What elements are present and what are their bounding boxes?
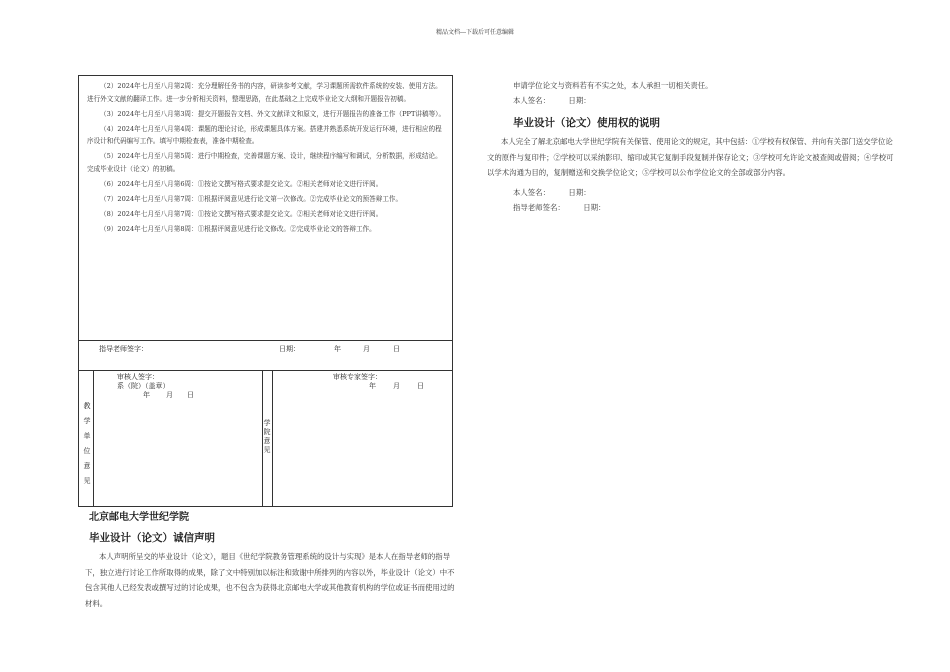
review-day: 日	[187, 391, 194, 399]
expert-day: 日	[417, 382, 424, 390]
integrity-declaration	[85, 510, 459, 612]
school-name: 北京邮电大学世纪学院	[89, 512, 189, 523]
page-header: 精品文档---下载后可任意编辑	[435, 29, 515, 36]
plan-item: （6）2024年七月至八月第6周：①按论文撰写格式要求提交论文。②相关老师对论文进行评阅。	[100, 179, 383, 188]
column-divider	[93, 371, 94, 507]
usage-rights-body: 本人完全了解北京邮电大学世纪学院有关保管、使用论文的规定，其中包括：①学校有权保管、并向有关部门送交学位论文的原件与复印件；②学校可以采纳影印、缩印或其它复制手段复制并保存论文；③学校可允许论文被查阅或借阅；④学校可以学术沟通为目的，复制赠送和交换学位论文；⑤学校可以公布学位论文的全部或部分内容。	[487, 137, 894, 178]
reviewer-sign-label: 审核人签字：	[117, 373, 159, 381]
expert-sign-label: 审核专家签字：	[333, 373, 382, 381]
plan-item: （8）2024年七月至八月第7周：①按论文撰写格式要求提交论文。②相关老师对论文进行评阅。	[100, 209, 383, 218]
plan-item: （7）2024年七月至八月第7周：①根据评阅意见进行论文第一次修改。②完成毕业论文的预答辩工作。	[100, 194, 403, 203]
declaration-title: 毕业设计（论文）诚信声明	[89, 532, 215, 544]
plan-item: （2）2024年七月至八月第2周：充分理解任务书的内容，研读参考文献，学习课题所需软件系统的安装、使用方法。进行外文文献的翻译工作。进一步分析相关资料，整理思路，在此基础之上完成毕业论文大纲和开题报告初稿。	[87, 82, 442, 103]
plan-item: （9）2024年七月至八月第8周：①根据评阅意见进行论文修改。②完成毕业论文的答辩工作。	[100, 224, 376, 233]
advisor-day: 日	[393, 345, 400, 353]
plan-item: （3）2024年七月至八月第3周：提交开题报告文档、外文文献译文和原文，进行开题报告的准备工作（PPT讲稿等）。	[100, 109, 446, 118]
dept-stamp-label: 系（院）（盖章）	[117, 382, 170, 390]
right-column	[487, 78, 923, 215]
review-month: 月	[166, 391, 173, 399]
plan-item: （5）2024年七月至八月第5周：进行中期检查，完善课题方案、设计，继续程序编写和调试，分析数据，形成结论。完成毕业设计（论文）的初稿。	[87, 152, 442, 173]
student-signature-2: 本人签名： 日期：	[513, 187, 591, 197]
teaching-unit-opinion-label: 教学单位意见	[83, 402, 91, 485]
college-opinion-label: 学院意见	[263, 419, 271, 454]
advisor-month: 月	[363, 345, 370, 353]
column-divider	[272, 371, 273, 507]
review-row	[79, 370, 452, 507]
advisor-signature-row	[79, 340, 452, 371]
plan-table	[78, 75, 453, 507]
expert-month: 月	[393, 382, 400, 390]
advisor-sign-label: 指导老师签字：	[99, 345, 148, 353]
expert-year: 年	[369, 382, 376, 390]
advisor-signature: 指导老师签名： 日期：	[513, 202, 606, 212]
review-year: 年	[143, 391, 150, 399]
usage-rights-title: 毕业设计（论文）使用权的说明	[513, 117, 660, 129]
plan-cell	[79, 76, 452, 340]
declaration-continuation: 申请学位论文与资料若有不实之处，本人承担一切相关责任。	[513, 81, 713, 90]
advisor-date-label: 日期：	[279, 345, 300, 353]
plan-item: （4）2024年七月至八月第4周：课题的理论讨论，形成课题具体方案。搭建并熟悉系统开发运行环境，进行相应的程序设计和代码编写工作。填写中期检查表，准备中期检查。	[87, 124, 442, 146]
declaration-body: 本人声明所呈交的毕业设计（论文），题目《世纪学院教务管理系统的设计与实现》是本人在指导老师的指导下，独立进行讨论工作所取得的成果，除了文中特别加以标注和致谢中所排列的内容以外，毕业设计（论文）中不包含其他人已经发表或撰写过的讨论成果，也不包含为获得北京邮电大学或其他教育机构的学位或证书而使用过的材料。	[85, 552, 455, 609]
advisor-year: 年	[334, 345, 341, 353]
student-signature-1: 本人签名： 日期：	[513, 96, 591, 105]
